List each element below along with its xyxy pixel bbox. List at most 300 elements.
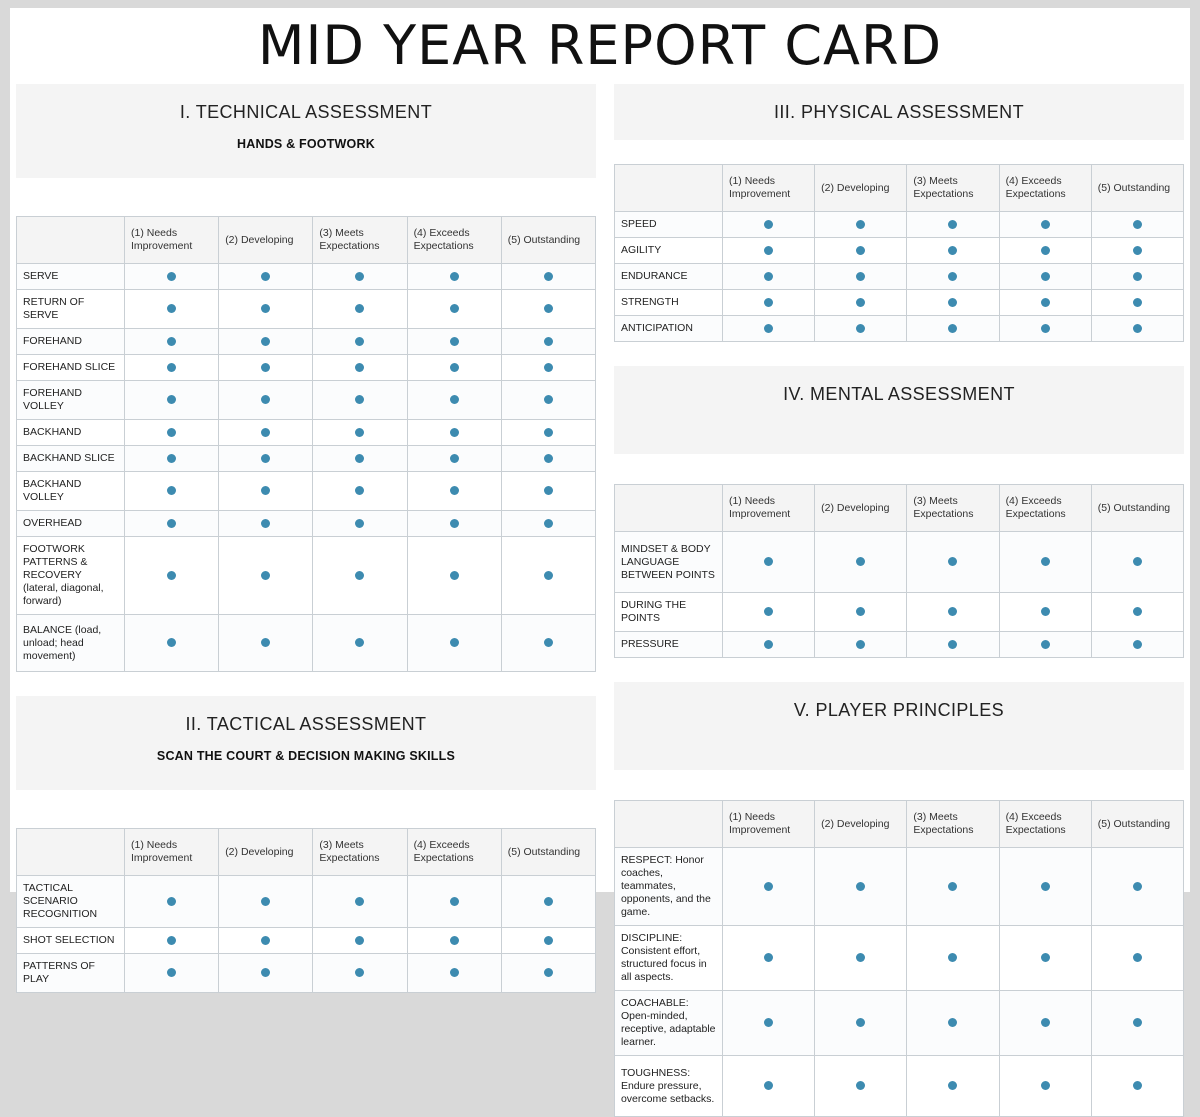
rating-cell-5[interactable] bbox=[501, 876, 595, 928]
rating-cell-1[interactable] bbox=[125, 954, 219, 993]
rating-dot-icon bbox=[261, 304, 270, 313]
rating-dot-icon bbox=[544, 638, 553, 647]
rating-cell-5[interactable] bbox=[1091, 1056, 1183, 1117]
rating-cell-4[interactable] bbox=[999, 848, 1091, 926]
rating-cell-1[interactable] bbox=[722, 238, 814, 264]
rating-cell-3[interactable] bbox=[313, 472, 407, 511]
rating-dot-icon bbox=[544, 486, 553, 495]
rating-dot-icon bbox=[948, 272, 957, 281]
column-header-1: (1) Needs Improvement bbox=[722, 485, 814, 532]
rating-dot-icon bbox=[948, 246, 957, 255]
rating-dot-icon bbox=[450, 272, 459, 281]
table-row bbox=[17, 264, 596, 290]
rating-cell-3[interactable] bbox=[313, 355, 407, 381]
rating-cell-2[interactable] bbox=[815, 532, 907, 593]
rating-cell-1[interactable] bbox=[722, 593, 814, 632]
rating-cell-4[interactable] bbox=[999, 264, 1091, 290]
rating-cell-4[interactable] bbox=[407, 420, 501, 446]
rating-cell-4[interactable] bbox=[999, 290, 1091, 316]
rating-dot-icon bbox=[450, 395, 459, 404]
row-label: RESPECT: Honor coaches, teammates, opponents, and the game. bbox=[614, 848, 722, 926]
rating-dot-icon bbox=[355, 304, 364, 313]
rating-dot-icon bbox=[1133, 272, 1142, 281]
rating-dot-icon bbox=[167, 428, 176, 437]
rating-dot-icon bbox=[355, 638, 364, 647]
rating-dot-icon bbox=[1041, 246, 1050, 255]
rating-dot-icon bbox=[261, 454, 270, 463]
table-row bbox=[17, 876, 596, 928]
rating-dot-icon bbox=[167, 571, 176, 580]
rating-cell-5[interactable] bbox=[1091, 632, 1183, 658]
rating-cell-2[interactable] bbox=[815, 926, 907, 991]
rating-cell-3[interactable] bbox=[907, 316, 999, 342]
rating-cell-1[interactable] bbox=[722, 848, 814, 926]
rating-dot-icon bbox=[764, 607, 773, 616]
rating-cell-5[interactable] bbox=[501, 355, 595, 381]
rating-cell-1[interactable] bbox=[722, 264, 814, 290]
column-header-5: (5) Outstanding bbox=[1091, 801, 1183, 848]
section-title-principles: V. PLAYER PRINCIPLES bbox=[793, 700, 1005, 720]
rating-cell-1[interactable] bbox=[125, 381, 219, 420]
row-label: STRENGTH bbox=[614, 290, 722, 316]
rating-cell-5[interactable] bbox=[1091, 926, 1183, 991]
rating-cell-4[interactable] bbox=[407, 290, 501, 329]
rating-cell-3[interactable] bbox=[907, 926, 999, 991]
rating-dot-icon bbox=[1133, 1081, 1142, 1090]
rating-cell-2[interactable] bbox=[815, 991, 907, 1056]
rating-cell-5[interactable] bbox=[501, 420, 595, 446]
rating-cell-1[interactable] bbox=[125, 537, 219, 615]
rating-cell-5[interactable] bbox=[501, 446, 595, 472]
rating-cell-2[interactable] bbox=[219, 355, 313, 381]
table-header-row bbox=[17, 217, 596, 264]
rating-cell-2[interactable] bbox=[219, 264, 313, 290]
column-header-1: (1) Needs Improvement bbox=[125, 217, 219, 264]
rating-cell-1[interactable] bbox=[722, 212, 814, 238]
section-header-technical bbox=[16, 84, 596, 178]
rating-cell-4[interactable] bbox=[999, 593, 1091, 632]
rating-cell-1[interactable] bbox=[125, 264, 219, 290]
rating-dot-icon bbox=[355, 272, 364, 281]
rating-cell-4[interactable] bbox=[407, 615, 501, 672]
rating-cell-4[interactable] bbox=[999, 212, 1091, 238]
rating-dot-icon bbox=[450, 571, 459, 580]
row-label: BACKHAND bbox=[17, 420, 125, 446]
corner-cell bbox=[614, 801, 722, 848]
rating-cell-1[interactable] bbox=[125, 615, 219, 672]
rating-cell-4[interactable] bbox=[999, 532, 1091, 593]
rating-dot-icon bbox=[544, 571, 553, 580]
rating-cell-4[interactable] bbox=[999, 1056, 1091, 1117]
rating-dot-icon bbox=[1133, 882, 1142, 891]
row-label: SPEED bbox=[614, 212, 722, 238]
rating-dot-icon bbox=[450, 486, 459, 495]
rating-dot-icon bbox=[1041, 557, 1050, 566]
rating-cell-2[interactable] bbox=[815, 632, 907, 658]
rating-cell-3[interactable] bbox=[907, 991, 999, 1056]
rating-dot-icon bbox=[450, 968, 459, 977]
rating-cell-4[interactable] bbox=[999, 238, 1091, 264]
rating-dot-icon bbox=[1041, 1018, 1050, 1027]
rating-cell-3[interactable] bbox=[907, 212, 999, 238]
rating-cell-1[interactable] bbox=[722, 991, 814, 1056]
rating-dot-icon bbox=[764, 246, 773, 255]
column-header-2: (2) Developing bbox=[219, 829, 313, 876]
rating-cell-4[interactable] bbox=[407, 928, 501, 954]
rating-cell-1[interactable] bbox=[125, 355, 219, 381]
rating-dot-icon bbox=[948, 953, 957, 962]
rating-dot-icon bbox=[355, 454, 364, 463]
rating-cell-1[interactable] bbox=[125, 928, 219, 954]
corner-cell bbox=[17, 829, 125, 876]
table-mental bbox=[614, 484, 1184, 658]
rating-dot-icon bbox=[261, 428, 270, 437]
rating-dot-icon bbox=[764, 640, 773, 649]
rating-cell-2[interactable] bbox=[219, 615, 313, 672]
rating-dot-icon bbox=[1133, 1018, 1142, 1027]
rating-cell-5[interactable] bbox=[501, 329, 595, 355]
rating-cell-5[interactable] bbox=[501, 537, 595, 615]
rating-dot-icon bbox=[856, 953, 865, 962]
content-columns bbox=[10, 78, 1190, 1117]
rating-cell-3[interactable] bbox=[313, 537, 407, 615]
column-header-4: (4) Exceeds Expectations bbox=[999, 485, 1091, 532]
rating-cell-1[interactable] bbox=[125, 329, 219, 355]
rating-cell-3[interactable] bbox=[907, 632, 999, 658]
rating-cell-5[interactable] bbox=[501, 264, 595, 290]
rating-cell-1[interactable] bbox=[722, 532, 814, 593]
rating-cell-4[interactable] bbox=[407, 381, 501, 420]
rating-dot-icon bbox=[261, 968, 270, 977]
rating-cell-2[interactable] bbox=[815, 238, 907, 264]
section-title-mental: IV. MENTAL ASSESSMENT bbox=[783, 384, 1015, 404]
rating-cell-4[interactable] bbox=[999, 632, 1091, 658]
rating-cell-4[interactable] bbox=[407, 264, 501, 290]
rating-dot-icon bbox=[948, 607, 957, 616]
rating-cell-4[interactable] bbox=[407, 954, 501, 993]
rating-dot-icon bbox=[261, 395, 270, 404]
rating-cell-2[interactable] bbox=[219, 537, 313, 615]
rating-dot-icon bbox=[856, 557, 865, 566]
rating-cell-3[interactable] bbox=[907, 238, 999, 264]
rating-dot-icon bbox=[544, 968, 553, 977]
rating-dot-icon bbox=[167, 454, 176, 463]
rating-cell-3[interactable] bbox=[907, 1056, 999, 1117]
rating-dot-icon bbox=[355, 519, 364, 528]
rating-dot-icon bbox=[355, 428, 364, 437]
rating-dot-icon bbox=[856, 640, 865, 649]
rating-dot-icon bbox=[544, 272, 553, 281]
rating-dot-icon bbox=[261, 337, 270, 346]
rating-cell-2[interactable] bbox=[815, 290, 907, 316]
table-row bbox=[614, 632, 1183, 658]
row-label: TACTICAL SCENARIO RECOGNITION bbox=[17, 876, 125, 928]
rating-cell-2[interactable] bbox=[219, 290, 313, 329]
rating-cell-5[interactable] bbox=[501, 472, 595, 511]
rating-cell-2[interactable] bbox=[219, 928, 313, 954]
column-header-3: (3) Meets Expectations bbox=[313, 217, 407, 264]
rating-dot-icon bbox=[764, 272, 773, 281]
rating-cell-4[interactable] bbox=[407, 876, 501, 928]
rating-dot-icon bbox=[948, 1018, 957, 1027]
rating-cell-2[interactable] bbox=[815, 848, 907, 926]
rating-dot-icon bbox=[167, 897, 176, 906]
rating-dot-icon bbox=[948, 298, 957, 307]
rating-dot-icon bbox=[856, 607, 865, 616]
rating-cell-3[interactable] bbox=[313, 928, 407, 954]
rating-cell-4[interactable] bbox=[999, 316, 1091, 342]
section-header-physical bbox=[614, 84, 1184, 140]
rating-cell-4[interactable] bbox=[407, 537, 501, 615]
rating-cell-2[interactable] bbox=[219, 954, 313, 993]
rating-dot-icon bbox=[355, 337, 364, 346]
rating-dot-icon bbox=[1133, 324, 1142, 333]
rating-cell-1[interactable] bbox=[722, 632, 814, 658]
rating-dot-icon bbox=[544, 519, 553, 528]
rating-cell-2[interactable] bbox=[815, 593, 907, 632]
left-column bbox=[16, 84, 596, 1117]
rating-dot-icon bbox=[450, 428, 459, 437]
rating-cell-3[interactable] bbox=[313, 954, 407, 993]
rating-cell-1[interactable] bbox=[722, 316, 814, 342]
rating-cell-2[interactable] bbox=[219, 381, 313, 420]
rating-cell-3[interactable] bbox=[313, 420, 407, 446]
column-header-2: (2) Developing bbox=[815, 485, 907, 532]
rating-dot-icon bbox=[544, 428, 553, 437]
row-label: BACKHAND SLICE bbox=[17, 446, 125, 472]
rating-dot-icon bbox=[544, 337, 553, 346]
rating-cell-5[interactable] bbox=[1091, 212, 1183, 238]
rating-cell-2[interactable] bbox=[815, 1056, 907, 1117]
rating-cell-3[interactable] bbox=[907, 264, 999, 290]
column-header-5: (5) Outstanding bbox=[1091, 485, 1183, 532]
row-label: DURING THE POINTS bbox=[614, 593, 722, 632]
table-row bbox=[17, 537, 596, 615]
rating-cell-4[interactable] bbox=[999, 926, 1091, 991]
rating-cell-1[interactable] bbox=[722, 1056, 814, 1117]
rating-dot-icon bbox=[167, 486, 176, 495]
rating-cell-1[interactable] bbox=[722, 290, 814, 316]
table-row bbox=[614, 848, 1183, 926]
rating-cell-5[interactable] bbox=[501, 928, 595, 954]
table-header-row bbox=[614, 165, 1183, 212]
rating-cell-5[interactable] bbox=[1091, 290, 1183, 316]
rating-cell-2[interactable] bbox=[219, 876, 313, 928]
rating-cell-3[interactable] bbox=[907, 290, 999, 316]
rating-cell-3[interactable] bbox=[313, 381, 407, 420]
right-column bbox=[614, 84, 1184, 1117]
rating-cell-3[interactable] bbox=[313, 329, 407, 355]
row-label: OVERHEAD bbox=[17, 511, 125, 537]
rating-dot-icon bbox=[355, 363, 364, 372]
rating-cell-5[interactable] bbox=[501, 954, 595, 993]
rating-dot-icon bbox=[1041, 220, 1050, 229]
rating-cell-2[interactable] bbox=[815, 316, 907, 342]
table-row bbox=[614, 991, 1183, 1056]
rating-cell-4[interactable] bbox=[407, 511, 501, 537]
table-tactical bbox=[16, 828, 596, 993]
rating-dot-icon bbox=[261, 936, 270, 945]
section-header-mental bbox=[614, 366, 1184, 454]
table-row bbox=[17, 928, 596, 954]
rating-dot-icon bbox=[1133, 640, 1142, 649]
rating-cell-5[interactable] bbox=[501, 511, 595, 537]
rating-dot-icon bbox=[856, 1081, 865, 1090]
table-row bbox=[17, 355, 596, 381]
rating-dot-icon bbox=[764, 557, 773, 566]
rating-cell-5[interactable] bbox=[1091, 238, 1183, 264]
rating-cell-4[interactable] bbox=[999, 991, 1091, 1056]
rating-cell-3[interactable] bbox=[313, 876, 407, 928]
rating-dot-icon bbox=[764, 953, 773, 962]
table-row bbox=[614, 212, 1183, 238]
table-row bbox=[17, 290, 596, 329]
rating-dot-icon bbox=[167, 519, 176, 528]
rating-cell-2[interactable] bbox=[219, 446, 313, 472]
rating-dot-icon bbox=[1041, 272, 1050, 281]
rating-dot-icon bbox=[1133, 953, 1142, 962]
rating-cell-5[interactable] bbox=[1091, 532, 1183, 593]
rating-cell-3[interactable] bbox=[313, 615, 407, 672]
rating-dot-icon bbox=[1133, 298, 1142, 307]
rating-dot-icon bbox=[167, 304, 176, 313]
section-header-tactical bbox=[16, 696, 596, 790]
rating-dot-icon bbox=[948, 324, 957, 333]
rating-cell-3[interactable] bbox=[313, 264, 407, 290]
rating-dot-icon bbox=[764, 298, 773, 307]
row-label: MINDSET & BODY LANGUAGE BETWEEN POINTS bbox=[614, 532, 722, 593]
rating-dot-icon bbox=[948, 882, 957, 891]
table-header-row bbox=[17, 829, 596, 876]
column-header-4: (4) Exceeds Expectations bbox=[407, 217, 501, 264]
rating-cell-1[interactable] bbox=[125, 446, 219, 472]
rating-dot-icon bbox=[948, 1081, 957, 1090]
table-row bbox=[17, 381, 596, 420]
rating-dot-icon bbox=[355, 395, 364, 404]
rating-cell-3[interactable] bbox=[313, 290, 407, 329]
rating-cell-3[interactable] bbox=[907, 593, 999, 632]
row-label: BALANCE (load, unload; head movement) bbox=[17, 615, 125, 672]
rating-cell-3[interactable] bbox=[313, 511, 407, 537]
rating-dot-icon bbox=[355, 968, 364, 977]
table-row bbox=[614, 926, 1183, 991]
column-header-3: (3) Meets Expectations bbox=[907, 485, 999, 532]
rating-dot-icon bbox=[764, 324, 773, 333]
rating-dot-icon bbox=[764, 882, 773, 891]
rating-dot-icon bbox=[450, 337, 459, 346]
table-header-row bbox=[614, 801, 1183, 848]
table-header-row bbox=[614, 485, 1183, 532]
rating-dot-icon bbox=[261, 519, 270, 528]
rating-dot-icon bbox=[948, 220, 957, 229]
section-subtitle-technical: HANDS & FOOTWORK bbox=[237, 137, 375, 151]
rating-dot-icon bbox=[261, 638, 270, 647]
rating-cell-1[interactable] bbox=[125, 472, 219, 511]
rating-dot-icon bbox=[856, 882, 865, 891]
rating-dot-icon bbox=[1041, 298, 1050, 307]
report-card-page bbox=[10, 8, 1190, 1105]
table-principles bbox=[614, 800, 1184, 1117]
rating-dot-icon bbox=[167, 337, 176, 346]
rating-cell-5[interactable] bbox=[1091, 848, 1183, 926]
corner-cell bbox=[17, 217, 125, 264]
rating-cell-4[interactable] bbox=[407, 472, 501, 511]
rating-dot-icon bbox=[450, 897, 459, 906]
column-header-5: (5) Outstanding bbox=[1091, 165, 1183, 212]
rating-dot-icon bbox=[856, 272, 865, 281]
rating-cell-1[interactable] bbox=[125, 876, 219, 928]
table-physical bbox=[614, 164, 1184, 342]
rating-dot-icon bbox=[764, 1081, 773, 1090]
section-title-technical: I. TECHNICAL ASSESSMENT bbox=[179, 102, 433, 122]
rating-dot-icon bbox=[167, 638, 176, 647]
table-row bbox=[614, 532, 1183, 593]
row-label: FOREHAND VOLLEY bbox=[17, 381, 125, 420]
column-header-5: (5) Outstanding bbox=[501, 217, 595, 264]
table-row bbox=[17, 472, 596, 511]
rating-cell-5[interactable] bbox=[1091, 264, 1183, 290]
rating-cell-5[interactable] bbox=[1091, 991, 1183, 1056]
column-header-4: (4) Exceeds Expectations bbox=[999, 165, 1091, 212]
rating-dot-icon bbox=[1133, 220, 1142, 229]
rating-cell-3[interactable] bbox=[313, 446, 407, 472]
rating-cell-2[interactable] bbox=[219, 329, 313, 355]
rating-cell-1[interactable] bbox=[125, 420, 219, 446]
rating-cell-4[interactable] bbox=[407, 329, 501, 355]
column-header-4: (4) Exceeds Expectations bbox=[407, 829, 501, 876]
row-label: BACKHAND VOLLEY bbox=[17, 472, 125, 511]
rating-dot-icon bbox=[764, 1018, 773, 1027]
rating-cell-1[interactable] bbox=[125, 290, 219, 329]
rating-cell-1[interactable] bbox=[722, 926, 814, 991]
rating-cell-5[interactable] bbox=[501, 290, 595, 329]
rating-cell-2[interactable] bbox=[219, 511, 313, 537]
rating-cell-2[interactable] bbox=[815, 264, 907, 290]
section-title-physical: III. PHYSICAL ASSESSMENT bbox=[773, 102, 1024, 122]
rating-dot-icon bbox=[450, 519, 459, 528]
rating-cell-4[interactable] bbox=[407, 446, 501, 472]
rating-cell-2[interactable] bbox=[815, 212, 907, 238]
page-title: MID YEAR REPORT CARD bbox=[257, 14, 943, 77]
rating-dot-icon bbox=[948, 640, 957, 649]
rating-dot-icon bbox=[261, 272, 270, 281]
rating-dot-icon bbox=[261, 897, 270, 906]
rating-dot-icon bbox=[544, 395, 553, 404]
rating-cell-1[interactable] bbox=[125, 511, 219, 537]
rating-dot-icon bbox=[355, 571, 364, 580]
row-label: DISCIPLINE: Consistent effort, structured focus in all aspects. bbox=[614, 926, 722, 991]
rating-cell-3[interactable] bbox=[907, 848, 999, 926]
rating-cell-2[interactable] bbox=[219, 472, 313, 511]
section-subtitle-tactical: SCAN THE COURT & DECISION MAKING SKILLS bbox=[156, 749, 456, 763]
rating-dot-icon bbox=[450, 363, 459, 372]
rating-cell-5[interactable] bbox=[501, 381, 595, 420]
rating-cell-5[interactable] bbox=[1091, 316, 1183, 342]
table-technical bbox=[16, 216, 596, 672]
rating-cell-3[interactable] bbox=[907, 532, 999, 593]
table-row bbox=[614, 593, 1183, 632]
corner-cell bbox=[614, 485, 722, 532]
row-label: SHOT SELECTION bbox=[17, 928, 125, 954]
table-row bbox=[614, 316, 1183, 342]
rating-cell-2[interactable] bbox=[219, 420, 313, 446]
rating-cell-5[interactable] bbox=[1091, 593, 1183, 632]
corner-cell bbox=[614, 165, 722, 212]
rating-cell-5[interactable] bbox=[501, 615, 595, 672]
rating-dot-icon bbox=[1041, 1081, 1050, 1090]
rating-dot-icon bbox=[167, 395, 176, 404]
rating-cell-4[interactable] bbox=[407, 355, 501, 381]
